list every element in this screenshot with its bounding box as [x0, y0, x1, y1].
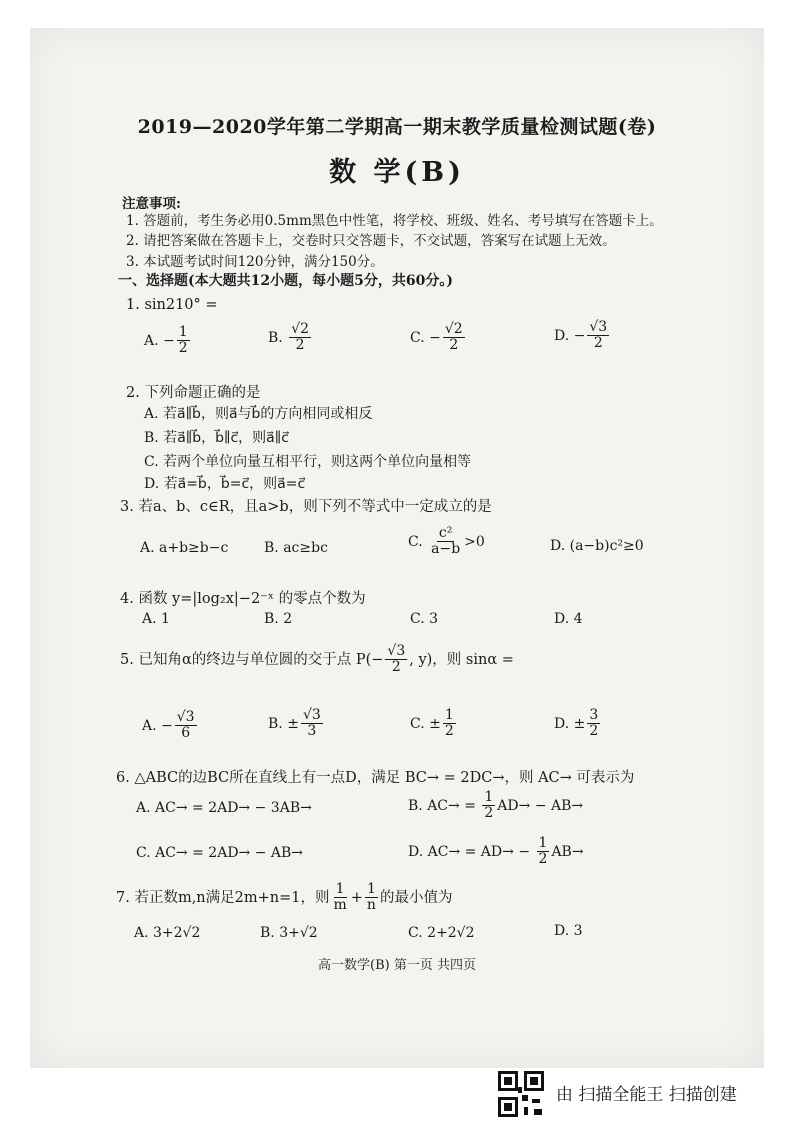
q2-option-b: B. 若a⃗∥b⃗，b⃗∥c⃗，则a⃗∥c⃗ — [144, 430, 289, 446]
question-1-stem: 1. sin210° = — [126, 297, 218, 313]
q3-option-b: B. ac≥bc — [264, 540, 328, 556]
q2-option-c: C. 若两个单位向量互相平行，则这两个单位向量相等 — [144, 454, 472, 470]
q4-option-d: D. 4 — [554, 611, 583, 627]
q6-option-d: D. AC→ = AD→ − $\frac{1}{2}$ AB→ — [408, 835, 584, 868]
q5-option-d: D. ± $\frac{3}{2}$ — [554, 707, 599, 740]
question-5-stem: 5. 已知角α的终边与单位圆的交于点 P(− $\frac{√3}{2}$ , y)，则 sinα = — [120, 643, 514, 676]
q7-option-b: B. 3+√2 — [260, 925, 318, 941]
qr-code-icon — [498, 1071, 544, 1117]
q1-option-c: C. − $\frac{√2}{2}$ — [410, 321, 463, 354]
q5-option-b: B. ± $\frac{√3}{3}$ — [268, 707, 321, 740]
q3-option-d: D. (a−b)c²≥0 — [550, 538, 644, 554]
q1-option-d: D. − $\frac{√3}{2}$ — [554, 319, 608, 352]
q4-option-c: C. 3 — [410, 611, 439, 627]
q6-option-c: C. AC→ = 2AD→ − AB→ — [136, 845, 304, 861]
q6-option-a: A. AC→ = 2AD→ − 3AB→ — [136, 800, 312, 816]
note-item: 2. 请把答案做在答题卡上，交卷时只交答题卡，不交试题，答案写在试题上无效。 — [126, 233, 616, 249]
question-6-stem: 6. △ABC的边BC所在直线上有一点D，满足 BC→ = 2DC→，则 AC→ 可表示为 — [116, 770, 635, 786]
q7-option-a: A. 3+2√2 — [134, 925, 201, 941]
q2-option-d: D. 若a⃗=b⃗，b⃗=c⃗，则a⃗=c⃗ — [144, 476, 306, 492]
exam-title: 2019—2020学年第二学期高一期末教学质量检测试题(卷) — [137, 116, 657, 138]
q3-option-a: A. a+b≥b−c — [140, 540, 229, 556]
q7-option-d: D. 3 — [554, 923, 583, 939]
q3-option-c: C. $\frac{\text{c²}}{a-b}$ >0 — [408, 525, 485, 558]
q4-option-b: B. 2 — [264, 611, 293, 627]
q5-option-c: C. ± $\frac{1}{2}$ — [410, 707, 454, 740]
question-7-stem: 7. 若正数m,n满足2m+n=1，则 $\frac{1}{m}$ + $\frac{1}{n}$ 的最小值为 — [116, 881, 453, 914]
note-item: 3. 本试题考试时间120分钟，满分150分。 — [126, 254, 384, 270]
page-footer: 高一数学(B) 第一页 共四页 — [318, 958, 476, 973]
exam-subtitle: 数 学(B) — [329, 157, 465, 188]
section-heading: 一、选择题(本大题共12小题，每小题5分，共60分。) — [118, 273, 453, 289]
question-4-stem: 4. 函数 y=|log₂x|−2⁻ˣ 的零点个数为 — [120, 591, 366, 607]
q1-option-b: B. $\frac{√2}{2}$ — [268, 321, 310, 354]
q4-option-a: A. 1 — [142, 611, 170, 627]
q5-option-a: A. − $\frac{√3}{6}$ — [142, 709, 195, 742]
q6-option-b: B. AC→ = $\frac{1}{2}$ AD→ − AB→ — [408, 789, 584, 822]
q1-option-a: A. − $\frac{1}{2}$ — [144, 324, 188, 357]
question-3-stem: 3. 若a、b、c∈R，且a>b，则下列不等式中一定成立的是 — [120, 499, 492, 515]
scanner-watermark: 由 扫描全能王 扫描创建 — [556, 1085, 737, 1105]
notes-heading: 注意事项: — [122, 196, 181, 212]
q2-option-a: A. 若a⃗∥b⃗，则a⃗与b⃗的方向相同或相反 — [144, 406, 373, 422]
q7-option-c: C. 2+2√2 — [408, 925, 475, 941]
question-2-stem: 2. 下列命题正确的是 — [126, 385, 261, 401]
note-item: 1. 答题前，考生务必用0.5mm黑色中性笔，将学校、班级、姓名、考号填写在答题卡上。 — [126, 213, 663, 229]
